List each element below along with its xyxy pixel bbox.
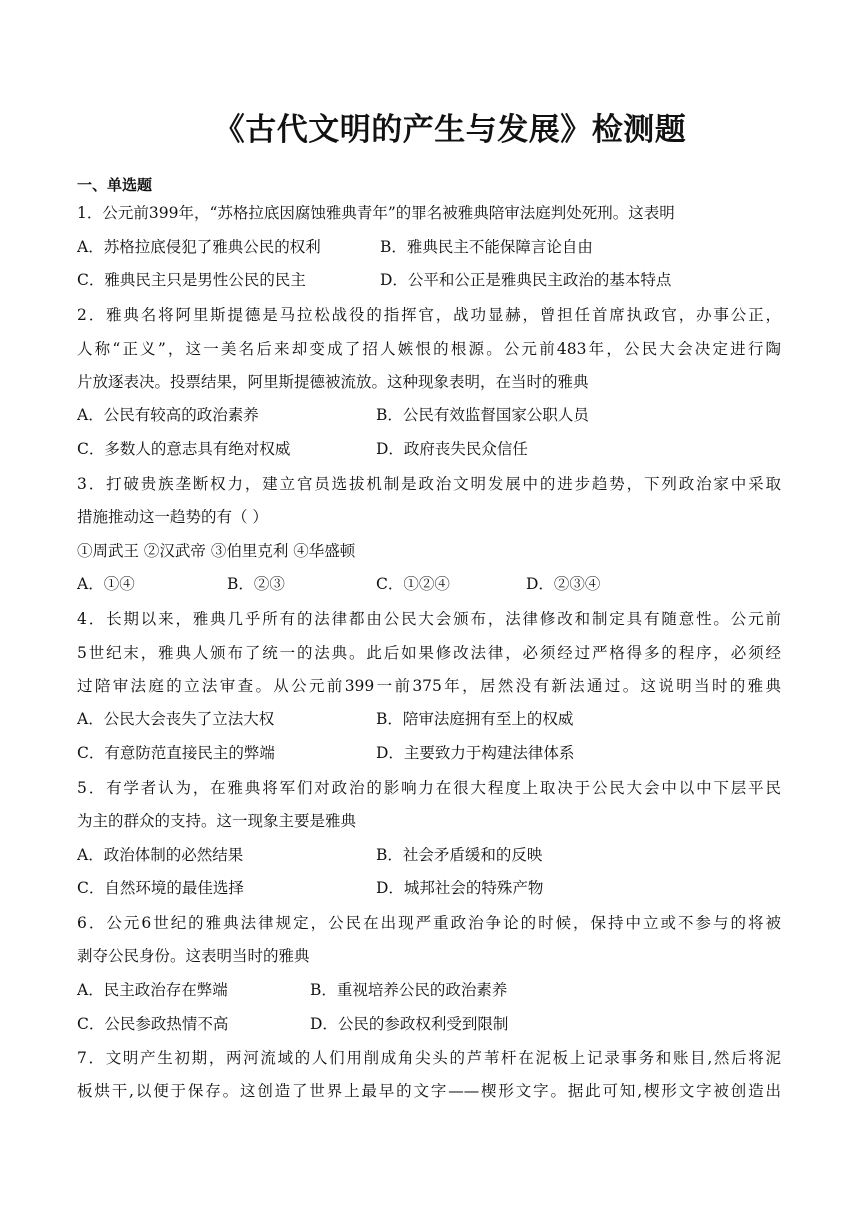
question-3-stem-line: 措施推动这一趋势的有（ ） <box>77 508 268 526</box>
question-2-option-d: D．政府丧失民众信任 <box>376 440 528 458</box>
question-6-option-b: B．重视培养公民的政治素养 <box>310 981 508 999</box>
question-6-option-d: D．公民的参政权利受到限制 <box>310 1015 509 1033</box>
question-3-option-c: C．①②④ <box>376 575 450 593</box>
question-5-stem-line: 5．有学者认为，在雅典将军们对政治的影响力在很大程度上取决于公民大会中以中下层平民 <box>77 779 781 797</box>
question-7-stem-line: 7．文明产生初期，两河流域的人们用削成角尖头的芦苇杆在泥板上记录事务和账目,然后将泥 <box>77 1049 781 1067</box>
question-4-stem-line: 过陪审法庭的立法审查。从公元前399一前375年，居然没有新法通过。这说明当时的雅典 <box>77 677 781 695</box>
question-4-option-a: A．公民大会丧失了立法大权 <box>77 710 275 728</box>
question-5-option-a: A．政治体制的必然结果 <box>77 846 244 864</box>
question-5-option-d: D．城邦社会的特殊产物 <box>376 879 544 897</box>
question-6-stem-line: 剥夺公民身份。这表明当时的雅典 <box>77 947 310 965</box>
question-4-stem-line: 5世纪末，雅典人颁布了统一的法典。此后如果修改法律，必须经过严格得多的程序，必须经 <box>77 644 781 662</box>
question-2-option-c: C．多数人的意志具有绝对权威 <box>77 440 291 458</box>
question-6-stem-line: 6．公元6世纪的雅典法律规定，公民在出现严重政治争论的时候，保持中立或不参与的将被 <box>77 914 781 932</box>
question-4-option-b: B．陪审法庭拥有至上的权威 <box>376 710 574 728</box>
question-5-option-c: C．自然环境的最佳选择 <box>77 879 244 897</box>
question-6-option-c: C．公民参政热情不高 <box>77 1015 229 1033</box>
question-1-option-d: D．公平和公正是雅典民主政治的基本特点 <box>380 271 672 289</box>
question-7-stem-line: 板烘干,以便于保存。这创造了世界上最早的文字——楔形文字。据此可知,楔形文字被创造出 <box>77 1082 781 1100</box>
question-3-option-a: A．①④ <box>77 575 135 593</box>
question-1-option-a: A．苏格拉底侵犯了雅典公民的权利 <box>77 238 321 256</box>
question-1-option-c: C．雅典民主只是男性公民的民主 <box>77 271 306 289</box>
question-4-stem-line: 4．长期以来，雅典几乎所有的法律都由公民大会颁布，法律修改和制定具有随意性。公元前 <box>77 610 781 628</box>
question-4-option-d: D．主要致力于构建法律体系 <box>376 744 575 762</box>
document-title: 《古代文明的产生与发展》检测题 <box>213 112 687 148</box>
question-1-stem: 1．公元前399年，“苏格拉底因腐蚀雅典青年”的罪名被雅典陪审法庭判处死刑。这表明 <box>77 204 675 222</box>
section-heading: 一、单选题 <box>77 176 153 194</box>
question-5-stem-line: 为主的群众的支持。这一现象主要是雅典 <box>77 812 357 830</box>
question-5-option-b: B．社会矛盾缓和的反映 <box>376 846 543 864</box>
question-2-option-a: A．公民有较高的政治素养 <box>77 406 259 424</box>
question-3-option-b: B．②③ <box>227 575 285 593</box>
question-2-stem-line: 片放逐表决。投票结果，阿里斯提德被流放。这种现象表明，在当时的雅典 <box>77 373 589 391</box>
question-2-stem-line: 2．雅典名将阿里斯提德是马拉松战役的指挥官，战功显赫，曾担任首席执政官，办事公正， <box>77 306 781 324</box>
question-6-option-a: A．民主政治存在弊端 <box>77 981 228 999</box>
question-3-stem-line: 3．打破贵族垄断权力，建立官员选拔机制是政治文明发展中的进步趋势，下列政治家中采取 <box>77 475 781 493</box>
question-2-option-b: B．公民有效监督国家公职人员 <box>376 406 589 424</box>
question-3-items: ①周武王 ②汉武帝 ③伯里克利 ④华盛顿 <box>77 542 356 560</box>
question-4-option-c: C．有意防范直接民主的弊端 <box>77 744 275 762</box>
question-2-stem-line: 人称“正义”，这一美名后来却变成了招人嫉恨的根源。公元前483年，公民大会决定进行陶 <box>77 340 781 358</box>
question-3-option-d: D．②③④ <box>526 575 601 593</box>
question-1-option-b: B．雅典民主不能保障言论自由 <box>380 238 593 256</box>
